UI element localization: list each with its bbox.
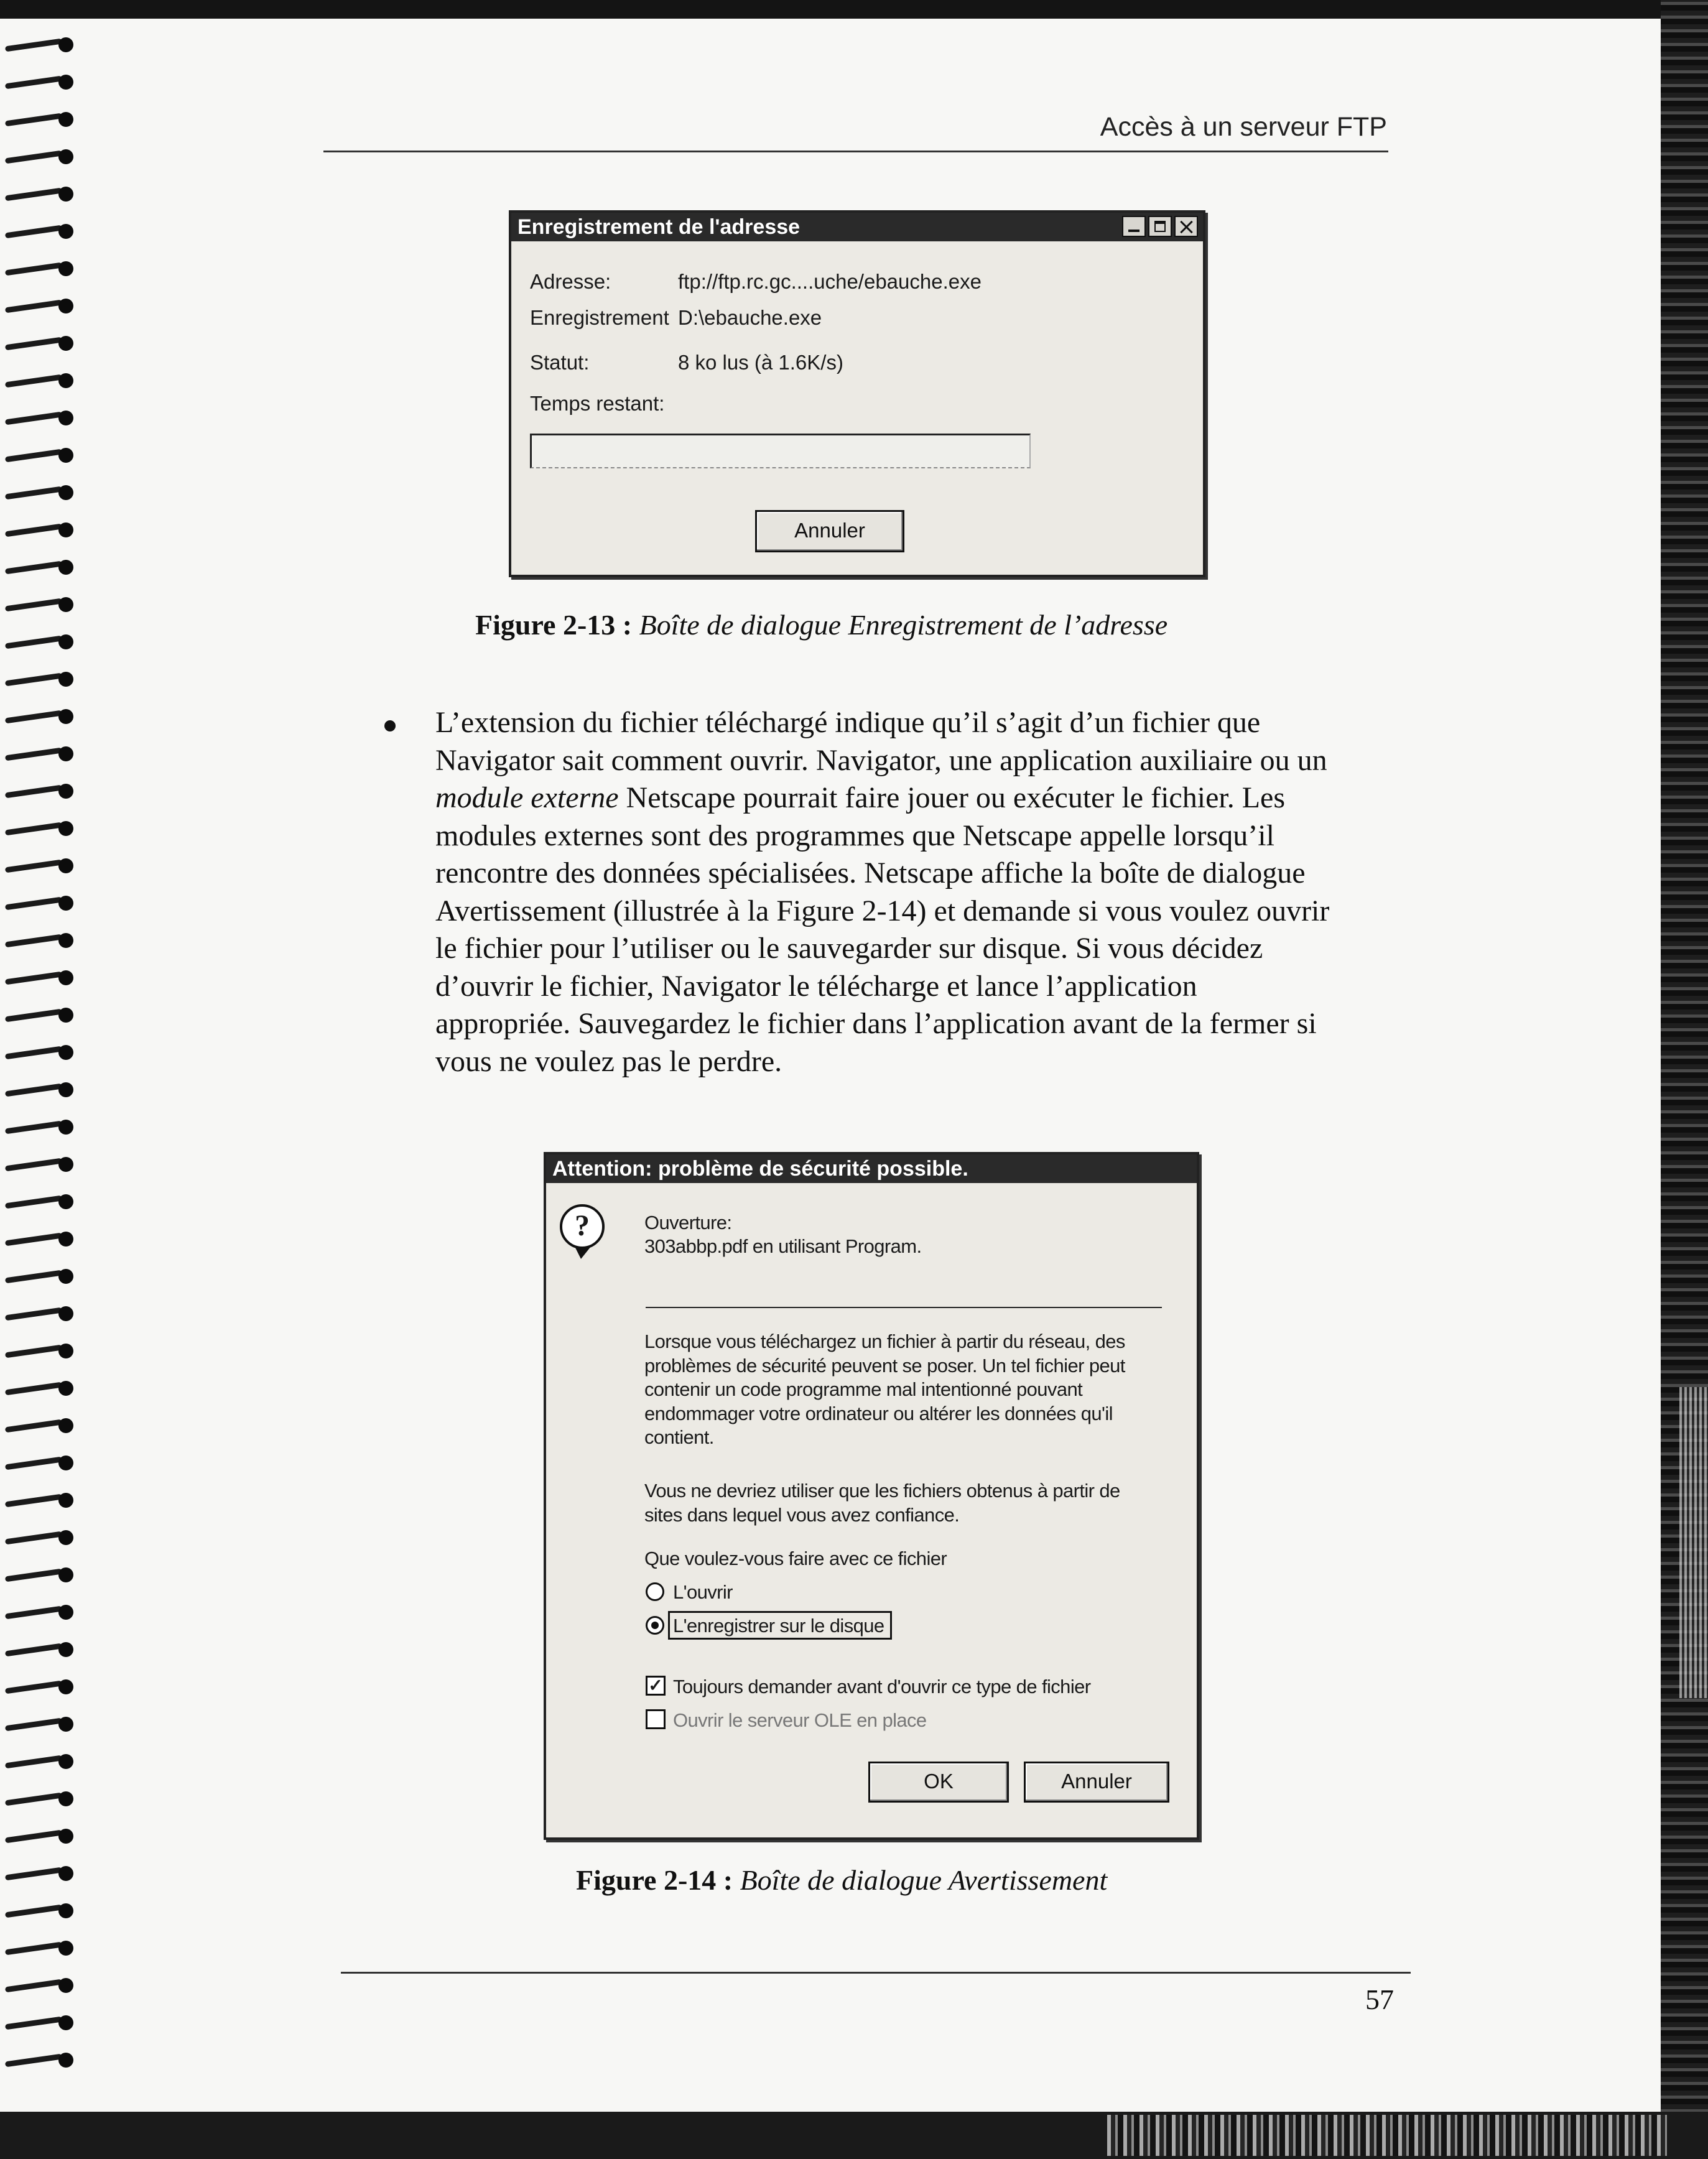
punch-hole <box>58 336 73 351</box>
binding-coil <box>5 896 78 911</box>
body-line: L’extension du fichier téléchargé indique qu’il s’agit d’un fichier que <box>435 706 1261 739</box>
footer-rule <box>341 1972 1411 1974</box>
opening-label: Ouverture: <box>644 1212 732 1233</box>
coil-wire <box>5 1531 62 1545</box>
bullet-point <box>384 720 396 731</box>
status-value: 8 ko lus (à 1.6K/s) <box>678 351 843 374</box>
punch-hole <box>58 1493 73 1508</box>
address-value: ftp://ftp.rc.gc....uche/ebauche.exe <box>678 270 982 293</box>
punch-hole <box>58 187 73 202</box>
coil-wire <box>5 598 62 612</box>
punch-hole <box>58 1232 73 1247</box>
binding-coil <box>5 1941 78 1956</box>
coil-wire <box>5 1979 62 1993</box>
punch-hole <box>58 597 73 612</box>
coil-wire <box>5 2017 62 2030</box>
punch-hole <box>58 746 73 761</box>
dialog-title: Enregistrement de l'adresse <box>518 215 801 239</box>
dialog-titlebar <box>511 213 1203 241</box>
punch-hole <box>58 1754 73 1769</box>
ole-label[interactable]: Ouvrir le serveur OLE en place <box>673 1709 927 1731</box>
coil-wire <box>5 1121 62 1135</box>
close-icon[interactable] <box>1174 216 1198 237</box>
body-line-rest: Netscape pourrait faire jouer ou exécuter le fichier. Les <box>626 781 1286 814</box>
binding-coil <box>5 1791 78 1806</box>
punch-hole <box>58 1567 73 1582</box>
coil-wire <box>5 636 62 649</box>
header-rule <box>323 151 1388 152</box>
coil-wire <box>5 1830 62 1844</box>
binding-coil <box>5 672 78 687</box>
coil-wire <box>5 1046 62 1060</box>
open-option-label[interactable]: L'ouvrir <box>673 1581 733 1603</box>
opening-file: 303abbp.pdf en utilisant Program. <box>644 1235 922 1257</box>
coil-wire <box>5 1606 62 1620</box>
punch-hole <box>58 261 73 276</box>
binding-coil <box>5 858 78 873</box>
binding-coil <box>5 1717 78 1732</box>
punch-hole <box>58 1456 73 1470</box>
punch-hole <box>58 1679 73 1694</box>
binding-coil <box>5 411 78 425</box>
coil-wire <box>5 1158 62 1172</box>
punch-hole <box>58 709 73 724</box>
warning-line: Lorsque vous téléchargez un fichier à partir du réseau, des <box>644 1330 1125 1352</box>
warning-text <box>644 1330 1125 1450</box>
binding-coil <box>5 1269 78 1284</box>
binding-coil <box>5 1866 78 1881</box>
binding-coil <box>5 1008 78 1023</box>
punch-hole <box>58 1418 73 1433</box>
coil-wire <box>5 1270 62 1284</box>
punch-hole <box>58 37 73 52</box>
save-to-label: Enregistrement <box>530 306 669 329</box>
body-line: d’ouvrir le fichier, Navigator le télécharge et lance l’application <box>435 969 1197 1003</box>
coil-wire <box>5 1494 62 1508</box>
punch-hole <box>58 1903 73 1918</box>
binding-coil <box>5 1530 78 1545</box>
coil-wire <box>5 39 62 52</box>
coil-wire <box>5 188 62 202</box>
download-progress-bar <box>530 434 1031 468</box>
minimize-icon[interactable] <box>1122 216 1146 237</box>
punch-hole <box>58 1642 73 1657</box>
coil-wire <box>5 449 62 463</box>
coil-wire <box>5 113 62 127</box>
binding-coil <box>5 1120 78 1135</box>
coil-wire <box>5 897 62 911</box>
coil-wire <box>5 1457 62 1470</box>
punch-hole <box>58 933 73 948</box>
punch-hole <box>58 1194 73 1209</box>
punch-hole <box>58 1045 73 1060</box>
page-number: 57 <box>1365 1984 1394 2015</box>
binding-coil <box>5 1456 78 1470</box>
coil-wire <box>5 76 62 90</box>
coil-wire <box>5 1905 62 1918</box>
punch-hole <box>58 1008 73 1023</box>
binding-coil <box>5 1642 78 1657</box>
punch-hole <box>58 2015 73 2030</box>
punch-hole <box>58 75 73 90</box>
binding-coil <box>5 746 78 761</box>
coil-wire <box>5 225 62 239</box>
window-controls <box>1122 216 1198 238</box>
punch-hole <box>58 373 73 388</box>
coil-wire <box>5 1718 62 1732</box>
binding-coil <box>5 1567 78 1582</box>
binding-coil <box>5 1903 78 1918</box>
running-header: Accès à un serveur FTP <box>1100 112 1387 142</box>
open-radio[interactable] <box>646 1582 664 1601</box>
save-to-value: D:\ebauche.exe <box>678 306 822 329</box>
binding-coil <box>5 1344 78 1358</box>
trust-line: sites dans lequel vous avez confiance. <box>644 1503 960 1526</box>
binding-coil <box>5 299 78 313</box>
binding-coil <box>5 2015 78 2030</box>
trust-line: Vous ne devriez utiliser que les fichiers obtenus à partir de <box>644 1480 1120 1502</box>
punch-hole <box>58 224 73 239</box>
punch-hole <box>58 1829 73 1844</box>
body-line: appropriée. Sauvegardez le fichier dans l’application avant de la fermer si <box>435 1007 1317 1040</box>
ok-button[interactable]: OK <box>868 1762 1009 1803</box>
coil-wire <box>5 1084 62 1097</box>
binding-coil <box>5 1045 78 1060</box>
scan-right-edge <box>1661 0 1708 2159</box>
coil-wire <box>5 1867 62 1881</box>
binding-coil <box>5 1978 78 1993</box>
body-line: modules externes sont des programmes que Netscape appelle lorsqu’il <box>435 819 1274 852</box>
caption-number: Figure 2-13 : <box>475 609 633 641</box>
warning-line: contient. <box>644 1426 714 1448</box>
coil-wire <box>5 524 62 537</box>
coil-wire <box>5 748 62 761</box>
binding-coil <box>5 485 78 500</box>
dialog-title: Attention: problème de sécurité possible. <box>552 1157 968 1181</box>
body-paragraph <box>435 704 1393 1080</box>
coil-wire <box>5 374 62 388</box>
coil-wire <box>5 2054 62 2068</box>
binding-coil <box>5 597 78 612</box>
time-left-label: Temps restant: <box>530 392 665 415</box>
punch-hole <box>58 149 73 164</box>
binding-coil <box>5 933 78 948</box>
coil-wire <box>5 1569 62 1582</box>
binding-coil <box>5 522 78 537</box>
body-line: Navigator sait comment ouvrir. Navigator, une application auxiliaire ou un <box>435 743 1327 777</box>
coil-wire <box>5 1233 62 1247</box>
body-line: rencontre des données spécialisées. Netscape affiche la boîte de dialogue <box>435 857 1306 889</box>
caption-number: Figure 2-14 : <box>576 1864 733 1896</box>
scan-bottom-noise <box>1107 2115 1667 2156</box>
question-icon: ? <box>560 1204 605 1249</box>
dialog-titlebar <box>546 1154 1197 1183</box>
separator <box>646 1307 1162 1308</box>
coil-wire <box>5 1643 62 1657</box>
coil-wire <box>5 412 62 425</box>
punch-hole <box>58 858 73 873</box>
coil-wire <box>5 1009 62 1023</box>
scan-edge-noise <box>1679 1387 1708 1698</box>
coil-wire <box>5 972 62 985</box>
punch-hole <box>58 784 73 799</box>
punch-hole <box>58 522 73 537</box>
punch-hole <box>58 1082 73 1097</box>
coil-wire <box>5 1793 62 1806</box>
caption-text: Boîte de dialogue Avertissement <box>740 1864 1108 1896</box>
punch-hole <box>58 448 73 463</box>
binding-coil <box>5 1082 78 1097</box>
binding-coil <box>5 448 78 463</box>
punch-hole <box>58 1381 73 1396</box>
body-line: vous ne voulez pas le perdre. <box>435 1044 782 1078</box>
punch-hole <box>58 1269 73 1284</box>
binding-coil <box>5 1418 78 1433</box>
question-label: Que voulez-vous faire avec ce fichier <box>644 1548 947 1569</box>
punch-hole <box>58 1530 73 1545</box>
punch-hole <box>58 1866 73 1881</box>
punch-hole <box>58 634 73 649</box>
punch-hole <box>58 299 73 313</box>
coil-wire <box>5 1307 62 1321</box>
save-option-label[interactable]: L'enregistrer sur le disque <box>673 1615 884 1637</box>
punch-hole <box>58 2053 73 2068</box>
coil-wire <box>5 785 62 799</box>
figure-2-14-caption <box>576 1864 1107 1897</box>
coil-wire <box>5 1755 62 1769</box>
coil-wire <box>5 561 62 575</box>
address-label: Adresse: <box>530 270 611 293</box>
binding-coil <box>5 2053 78 2068</box>
binding-coil <box>5 1381 78 1396</box>
binding-coil <box>5 1194 78 1209</box>
coil-wire <box>5 673 62 687</box>
punch-hole <box>58 1605 73 1620</box>
warning-line: contenir un code programme mal intentionné pouvant <box>644 1378 1083 1400</box>
coil-wire <box>5 262 62 276</box>
trust-text <box>644 1479 1120 1527</box>
binding-coil <box>5 784 78 799</box>
coil-wire <box>5 1942 62 1956</box>
coil-wire <box>5 486 62 500</box>
body-line: Avertissement (illustrée à la Figure 2-14) et demande si vous voulez ouvrir <box>435 894 1330 927</box>
figure-2-13-caption <box>475 608 1167 641</box>
coil-wire <box>5 710 62 724</box>
coil-wire <box>5 1345 62 1358</box>
punch-hole <box>58 1344 73 1358</box>
punch-hole <box>58 1978 73 1993</box>
punch-hole <box>58 1941 73 1956</box>
punch-hole <box>58 1717 73 1732</box>
binding-coil <box>5 970 78 985</box>
warning-line: endommager votre ordinateur ou altérer les données qu'il <box>644 1402 1113 1424</box>
binding-coil <box>5 560 78 575</box>
coil-wire <box>5 1196 62 1209</box>
coil-wire <box>5 1382 62 1396</box>
binding-coil <box>5 1232 78 1247</box>
ole-checkbox[interactable] <box>646 1709 666 1729</box>
body-line <box>435 779 1393 817</box>
coil-wire <box>5 860 62 873</box>
punch-hole <box>58 1791 73 1806</box>
punch-hole <box>58 821 73 836</box>
punch-hole <box>58 1306 73 1321</box>
punch-hole <box>58 1120 73 1135</box>
binding-coil <box>5 821 78 836</box>
binding-coil <box>5 112 78 127</box>
coil-wire <box>5 822 62 836</box>
binding-coil <box>5 1157 78 1172</box>
coil-wire <box>5 151 62 164</box>
always-ask-checkbox[interactable]: ✓ <box>646 1676 666 1696</box>
italic-term: module externe <box>435 781 619 814</box>
binding-coil <box>5 1605 78 1620</box>
binding-coil <box>5 336 78 351</box>
punch-hole <box>58 411 73 425</box>
punch-hole <box>58 560 73 575</box>
binding-coil <box>5 149 78 164</box>
binding-coil <box>5 373 78 388</box>
binding-coil <box>5 1493 78 1508</box>
binding-coil <box>5 1306 78 1321</box>
punch-hole <box>58 672 73 687</box>
binding-coil <box>5 1829 78 1844</box>
binding-coil <box>5 634 78 649</box>
coil-wire <box>5 337 62 351</box>
binding-coil <box>5 261 78 276</box>
maximize-icon[interactable] <box>1148 216 1172 237</box>
coil-wire <box>5 300 62 313</box>
body-line: le fichier pour l’utiliser ou le sauvegarder sur disque. Si vous décidez <box>435 932 1263 965</box>
punch-hole <box>58 485 73 500</box>
warning-line: problèmes de sécurité peuvent se poser. Un tel fichier peut <box>644 1354 1125 1377</box>
spiral-binding <box>0 37 81 2096</box>
punch-hole <box>58 1157 73 1172</box>
binding-coil <box>5 709 78 724</box>
cancel-button[interactable]: Annuler <box>1024 1762 1169 1803</box>
coil-wire <box>5 1419 62 1433</box>
caption-text: Boîte de dialogue Enregistrement de l’adresse <box>639 609 1168 641</box>
binding-coil <box>5 75 78 90</box>
binding-coil <box>5 37 78 52</box>
coil-wire <box>5 1681 62 1694</box>
binding-coil <box>5 1754 78 1769</box>
punch-hole <box>58 112 73 127</box>
binding-coil <box>5 1679 78 1694</box>
always-ask-label[interactable]: Toujours demander avant d'ouvrir ce type de fichier <box>673 1676 1091 1697</box>
coil-wire <box>5 934 62 948</box>
save-location-dialog <box>509 210 1205 577</box>
security-warning-dialog <box>544 1152 1199 1840</box>
cancel-button[interactable]: Annuler <box>755 510 904 552</box>
punch-hole <box>58 896 73 911</box>
binding-coil <box>5 187 78 202</box>
save-radio[interactable] <box>646 1616 664 1635</box>
punch-hole <box>58 970 73 985</box>
binding-coil <box>5 224 78 239</box>
status-label: Statut: <box>530 351 590 374</box>
